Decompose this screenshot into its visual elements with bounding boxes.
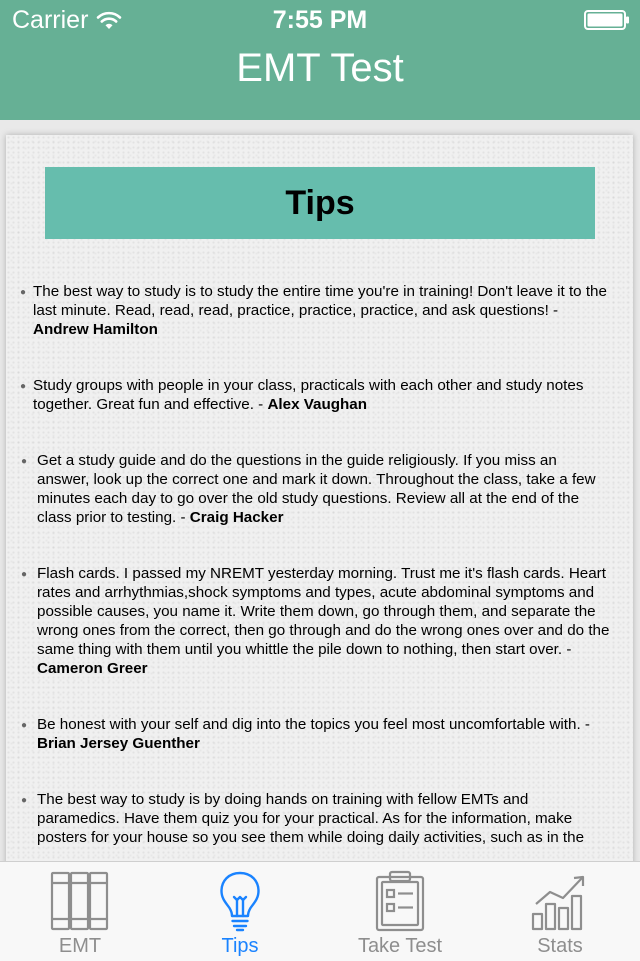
bullet-icon: ●	[21, 456, 28, 467]
tab-bar	[0, 861, 640, 961]
tips-header	[45, 167, 595, 239]
tip-author: Cameron Greer	[37, 660, 148, 677]
tip-text: Be honest with your self and dig into the topics you feel most uncomfortable with. -	[37, 716, 590, 733]
tip-item	[6, 564, 633, 678]
tab-stats[interactable]	[480, 862, 640, 961]
tip-item	[6, 282, 633, 339]
clipboard-icon	[374, 870, 426, 932]
tab-take-test[interactable]	[320, 862, 480, 961]
tip-author: Alex Vaughan	[267, 396, 368, 413]
status-time: 7:55 PM	[272, 6, 368, 34]
lightbulb-icon	[218, 870, 262, 932]
battery-icon	[584, 10, 630, 30]
tip-author: Craig Hacker	[189, 509, 284, 526]
tab-stats-label: Stats	[537, 935, 583, 957]
tip-item	[6, 376, 633, 414]
tip-text: Get a study guide and do the questions in the guide religiously. If you miss an answer, look up the correct one and mark it down. Throughout the class, take a few minutes each day to go over the old study questions. Review all at the end of the class prior to testing. -	[37, 452, 596, 526]
status-bar	[0, 0, 640, 40]
tab-tips-label: Tips	[221, 935, 259, 957]
tip-item	[6, 790, 633, 847]
bullet-icon: ●	[21, 720, 28, 731]
tip-text: The best way to study is to study the entire time you're in training! Don't leave it to the last minute. Read, read, read, practice, practice, practice, and ask questions! -	[33, 283, 607, 319]
carrier-label: Carrier	[12, 6, 89, 34]
tab-emt[interactable]	[0, 862, 160, 961]
bullet-icon: ●	[20, 381, 27, 392]
tab-tips[interactable]	[160, 862, 320, 961]
tips-header-label: Tips	[285, 183, 355, 222]
bullet-icon: ●	[21, 569, 28, 580]
tip-item	[6, 715, 633, 753]
tip-text: Study groups with people in your class, practicals with each other and study notes together. Great fun and effective. -	[33, 377, 584, 413]
tab-emt-label: EMT	[58, 935, 102, 957]
navigation-bar	[0, 40, 640, 120]
tip-item	[6, 451, 633, 527]
bullet-icon: ●	[21, 795, 28, 806]
bullet-icon: ●	[20, 287, 27, 298]
tip-author: Brian Jersey Guenther	[37, 735, 200, 752]
tips-content-panel[interactable]	[6, 135, 633, 895]
tip-text: Flash cards. I passed my NREMT yesterday morning. Trust me it's flash cards. Heart rates and arrhythmias,shock symptoms and types, acute abdominal symptoms and possible causes, you name it. Write them down, go through them, and separate the wrong ones from the correct, then go through and do the wrong ones over and do the same thing with them until you whittle the pile down to nothing, then start over. -	[37, 565, 610, 658]
page-title: EMT Test	[236, 46, 404, 90]
tip-text: The best way to study is by doing hands on training with fellow EMTs and paramedics. Have them quiz you for your practical. As for the information, make posters for your house so you see them while doing daily activities, such as in the	[37, 791, 585, 846]
bar-chart-icon	[530, 870, 590, 932]
tip-author: Andrew Hamilton	[33, 321, 158, 338]
tips-list	[6, 282, 633, 884]
books-icon	[48, 870, 112, 932]
tab-take-test-label: Take Test	[357, 935, 443, 957]
